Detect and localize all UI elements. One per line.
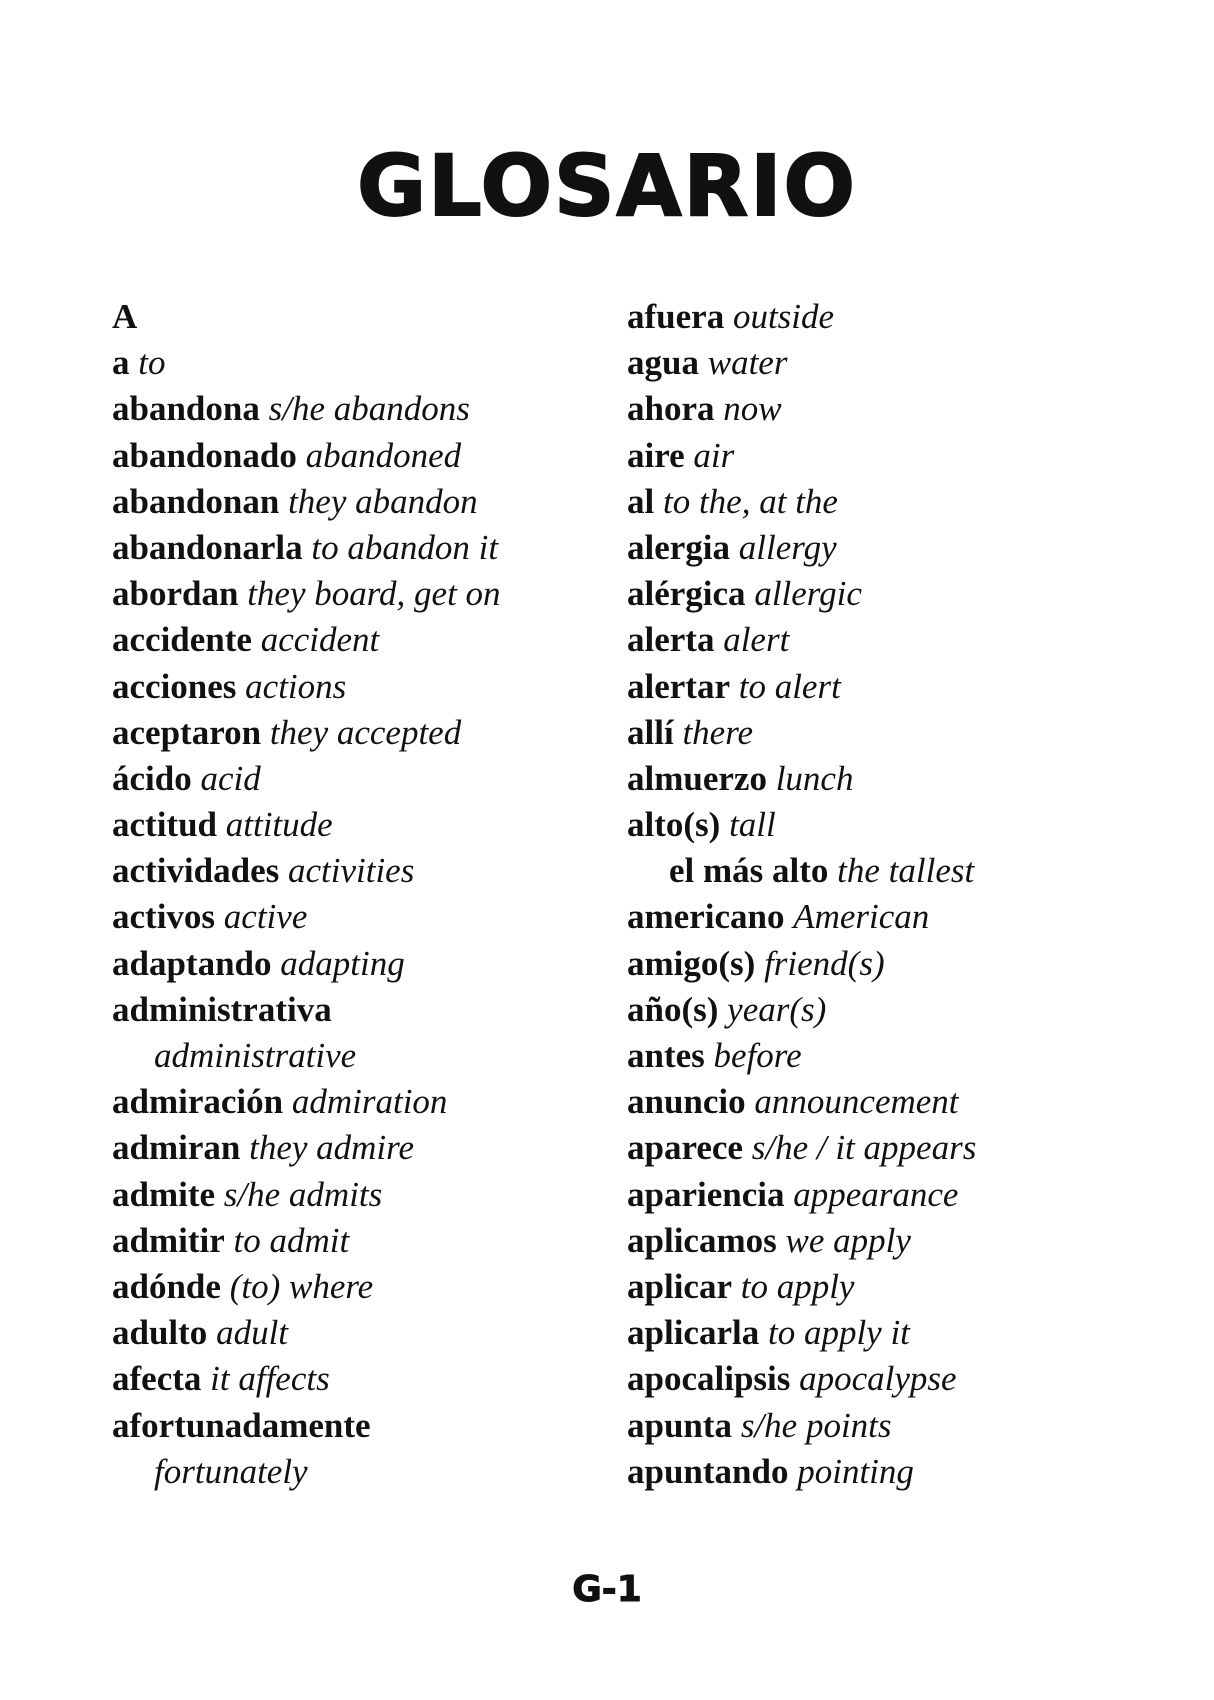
entry-term: almuerzo xyxy=(627,758,767,798)
entry-definition: to apply xyxy=(740,1266,855,1306)
entry-term: alertar xyxy=(627,666,730,706)
entry-term: actitud xyxy=(112,805,217,845)
entry-definition: adapting xyxy=(280,943,405,983)
entry-definition: now xyxy=(723,389,782,429)
entry-term: agua xyxy=(627,343,699,383)
glossary-entry xyxy=(627,1310,1187,1356)
entry-definition: pointing xyxy=(797,1451,914,1491)
entry-definition: apocalypse xyxy=(799,1359,957,1399)
entry-term: actividades xyxy=(112,851,280,891)
entry-term: aparece xyxy=(627,1128,743,1168)
entry-term: año(s) xyxy=(627,989,719,1029)
glossary-entry xyxy=(627,987,1187,1033)
entry-term: aceptaron xyxy=(112,712,262,752)
glossary-entry xyxy=(627,1079,1187,1125)
entry-term: abandonarla xyxy=(112,527,303,567)
glossary-entry xyxy=(627,294,1187,340)
entry-term: abandonan xyxy=(112,481,280,521)
glossary-entry xyxy=(112,710,632,756)
page-title: GLOSARIO xyxy=(357,137,857,236)
entry-term: amigo(s) xyxy=(627,943,756,983)
entry-term: aplicarla xyxy=(627,1313,760,1353)
entry-term: adaptando xyxy=(112,943,272,983)
entry-term: aplicar xyxy=(627,1266,732,1306)
entry-term: afortunadamente xyxy=(112,1405,371,1445)
glossary-entry xyxy=(627,894,1187,940)
entry-term: aplicamos xyxy=(627,1220,777,1260)
entry-definition: active xyxy=(223,897,308,937)
entry-definition: s/he points xyxy=(740,1405,892,1445)
glossary-subentry xyxy=(627,848,1187,894)
entry-definition: actions xyxy=(245,666,347,706)
glossary-entry xyxy=(112,571,632,617)
entry-term: afuera xyxy=(627,297,725,336)
entry-term: ahora xyxy=(627,389,715,429)
entry-definition: we apply xyxy=(785,1220,911,1260)
glossary-entry xyxy=(627,340,1187,386)
entry-term: americano xyxy=(627,897,785,937)
glossary-entry xyxy=(112,1356,632,1402)
entry-definition: allergic xyxy=(754,574,862,614)
entry-definition: there xyxy=(682,712,754,752)
glossary-entry xyxy=(112,756,632,802)
glossary-entry xyxy=(627,386,1187,432)
entry-definition: allergy xyxy=(738,527,837,567)
page-number: G-1 xyxy=(572,1569,642,1610)
glossary-entry xyxy=(627,1356,1187,1402)
entry-definition: tall xyxy=(729,805,776,845)
glossary-entry xyxy=(627,479,1187,525)
entry-term: accidente xyxy=(112,620,252,660)
entry-term: apocalipsis xyxy=(627,1359,791,1399)
glossary-entry xyxy=(627,1033,1187,1079)
entry-definition: to admit xyxy=(233,1220,350,1260)
entry-term: aire xyxy=(627,435,685,475)
entry-term: administrativa xyxy=(112,989,332,1029)
glossary-entry-continuation xyxy=(112,1033,632,1079)
entry-term: admite xyxy=(112,1174,216,1214)
entry-definition: water xyxy=(707,343,788,383)
glossary-entry xyxy=(112,1172,632,1218)
glossary-entry-continuation xyxy=(112,1449,632,1495)
entry-term: admiración xyxy=(112,1082,284,1122)
glossary-entry xyxy=(112,386,632,432)
entry-term: adulto xyxy=(112,1313,208,1353)
entry-definition: American xyxy=(793,897,930,937)
entry-definition: s/he abandons xyxy=(268,389,470,429)
glossary-entry xyxy=(112,894,632,940)
glossary-column-right xyxy=(627,294,1187,1495)
entry-definition: friend(s) xyxy=(764,943,885,983)
entry-definition: adult xyxy=(216,1313,289,1353)
entry-definition: administrative xyxy=(154,1036,357,1075)
entry-term: alergia xyxy=(627,527,731,567)
entry-term: admiran xyxy=(112,1128,241,1168)
entry-definition: they abandon xyxy=(288,481,478,521)
glossary-entry xyxy=(627,941,1187,987)
glossary-entry xyxy=(112,479,632,525)
entry-term: alerta xyxy=(627,620,715,660)
glossary-entry xyxy=(112,433,632,479)
entry-definition: before xyxy=(713,1036,802,1075)
entry-definition: (to) where xyxy=(229,1266,374,1306)
entry-definition: they admire xyxy=(249,1128,415,1168)
entry-definition: abandoned xyxy=(305,435,462,475)
entry-term: allí xyxy=(627,712,674,752)
glossary-entry xyxy=(112,1403,632,1449)
entry-definition: s/he admits xyxy=(223,1174,383,1214)
entry-definition: admiration xyxy=(291,1082,448,1122)
entry-term: abandonado xyxy=(112,435,297,475)
entry-term: el más alto xyxy=(669,851,829,891)
entry-term: alto(s) xyxy=(627,805,721,845)
entry-definition: appearance xyxy=(793,1174,959,1214)
entry-term: activos xyxy=(112,897,216,937)
glossary-entry xyxy=(112,1310,632,1356)
entry-definition: lunch xyxy=(775,758,854,798)
entry-term: apunta xyxy=(627,1405,733,1445)
glossary-entry xyxy=(112,848,632,894)
entry-definition: to abandon it xyxy=(311,527,499,567)
entry-term: anuncio xyxy=(627,1082,746,1122)
entry-definition: to alert xyxy=(738,666,841,706)
glossary-entry xyxy=(112,664,632,710)
glossary-entry xyxy=(627,525,1187,571)
entry-definition: announcement xyxy=(754,1082,959,1122)
entry-definition: to the, at the xyxy=(662,481,838,521)
entry-definition: s/he / it appears xyxy=(751,1128,977,1168)
glossary-entry xyxy=(112,802,632,848)
glossary-entry xyxy=(627,1403,1187,1449)
entry-definition: year(s) xyxy=(727,989,827,1029)
entry-term: ácido xyxy=(112,758,192,798)
glossary-entry xyxy=(627,1449,1187,1495)
entry-term: antes xyxy=(627,1036,705,1075)
entry-definition: the tallest xyxy=(837,851,975,891)
entry-term: a xyxy=(112,343,130,383)
glossary-entry xyxy=(112,1264,632,1310)
entry-definition: it affects xyxy=(210,1359,330,1399)
glossary-entry xyxy=(112,340,632,386)
entry-definition: activities xyxy=(287,851,415,891)
entry-definition: alert xyxy=(723,620,790,660)
entry-definition: attitude xyxy=(225,805,333,845)
glossary-entry xyxy=(112,525,632,571)
entry-term: alérgica xyxy=(627,574,746,614)
entry-definition: outside xyxy=(732,297,835,336)
section-letter: A xyxy=(112,297,138,336)
entry-definition: to apply it xyxy=(767,1313,910,1353)
glossary-entry xyxy=(627,802,1187,848)
entry-definition: acid xyxy=(200,758,261,798)
glossary-column-left xyxy=(112,294,632,1495)
glossary-entry xyxy=(112,987,632,1033)
glossary-entry xyxy=(627,1125,1187,1171)
entry-definition: they accepted xyxy=(269,712,462,752)
entry-definition: to xyxy=(138,343,166,383)
glossary-entry xyxy=(112,1125,632,1171)
glossary-entry xyxy=(627,617,1187,663)
entry-term: apariencia xyxy=(627,1174,785,1214)
entry-term: adónde xyxy=(112,1266,221,1306)
entry-term: apuntando xyxy=(627,1451,789,1491)
entry-term: afecta xyxy=(112,1359,202,1399)
glossary-entry xyxy=(112,941,632,987)
glossary-entry xyxy=(112,1218,632,1264)
entry-definition: air xyxy=(693,435,735,475)
entry-term: acciones xyxy=(112,666,237,706)
glossary-entry xyxy=(627,756,1187,802)
entry-definition: accident xyxy=(260,620,380,660)
glossary-entry xyxy=(627,1172,1187,1218)
glossary-entry xyxy=(627,1218,1187,1264)
glossary-entry xyxy=(627,433,1187,479)
entry-term: abandona xyxy=(112,389,260,429)
entry-term: al xyxy=(627,481,655,521)
glossary-entry xyxy=(112,617,632,663)
glossary-entry xyxy=(627,1264,1187,1310)
glossary-entry xyxy=(627,664,1187,710)
glossary-entry xyxy=(627,571,1187,617)
entry-term: abordan xyxy=(112,574,239,614)
entry-definition: they board, get on xyxy=(247,574,501,614)
glossary-entry xyxy=(112,1079,632,1125)
entry-definition: fortunately xyxy=(154,1451,308,1491)
glossary-entry xyxy=(627,710,1187,756)
entry-term: admitir xyxy=(112,1220,225,1260)
